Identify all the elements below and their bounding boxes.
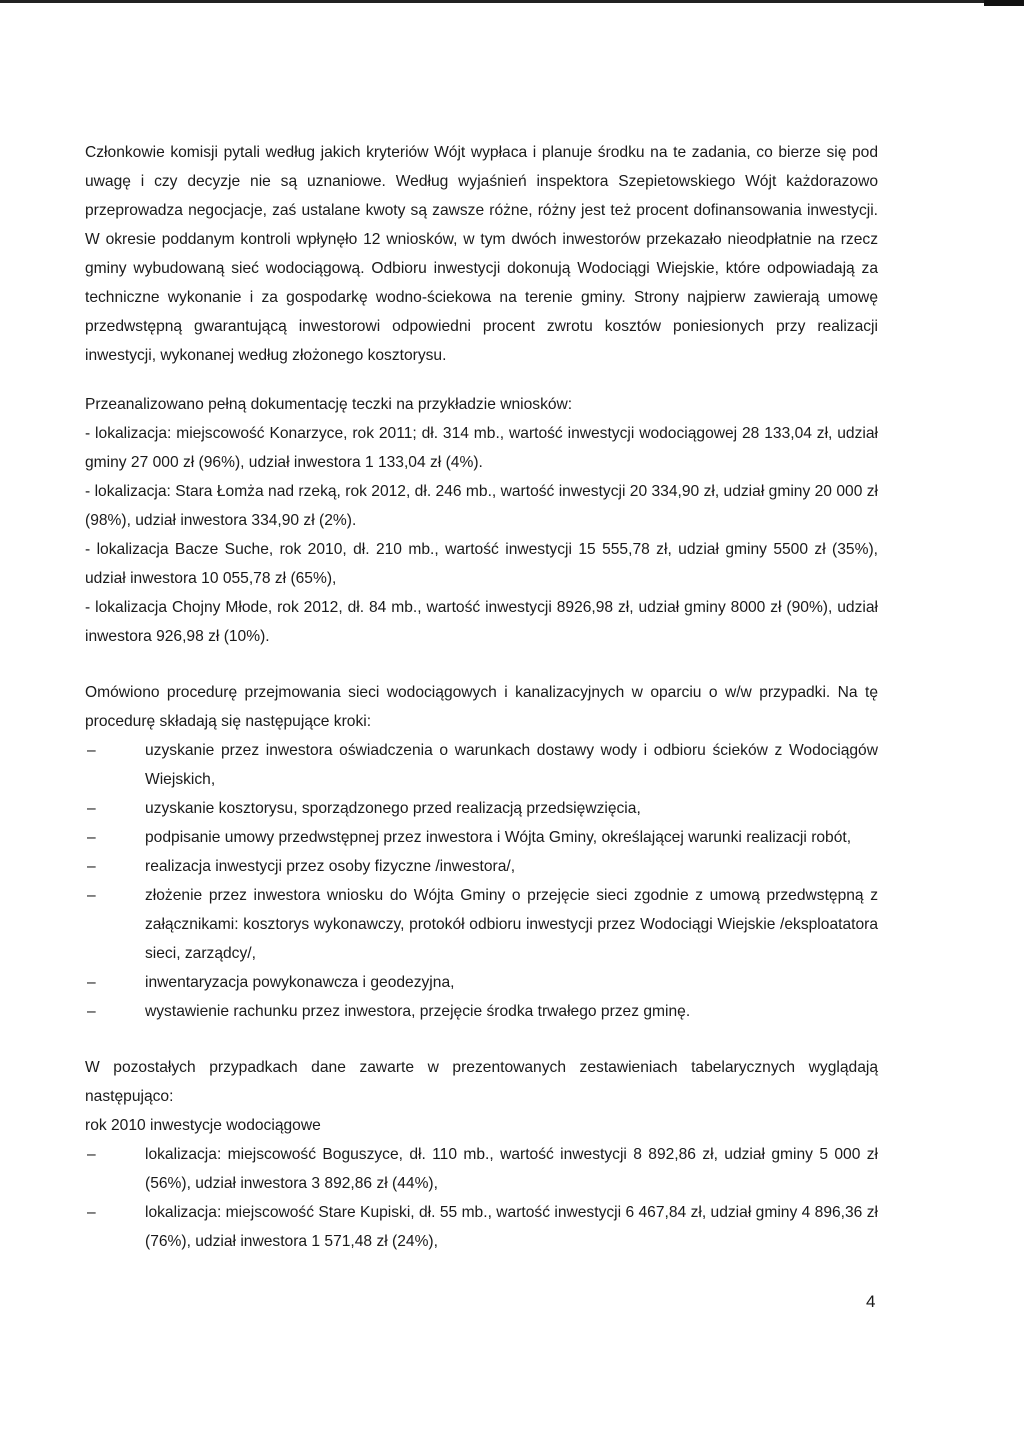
analysis-item-stara-lomza: - lokalizacja: Stara Łomża nad rzeką, rok 2012, dł. 246 mb., wartość inwestycji 20 334,90 zł, udział gminy 20 000 zł (98%), udział inwestora 334,90 zł (2%).	[85, 483, 878, 529]
paragraph-commission-questions: Członkowie komisji pytali według jakich kryteriów Wójt wypłaca i planuje środku na te zadania, co bierze się pod uwagę i czy decyzje nie są uznaniowe. Według wyjaśnień inspektora Szepietowskiego Wójt każdorazowo przeprowadza negocjacje, zaś ustalane kwoty są zawsze różne, różny jest też procent dofinansowania inwestycji. W okresie poddanym kontroli wpłynęło 12 wniosków, w tym dwóch inwestorów przekazało nieodpłatnie na rzecz gminy wybudowaną sieć wodociągową. Odbioru inwestycji dokonują Wodociągi Wiejskie, które odpowiadają za techniczne wykonanie i za gospodarkę wodno-ściekowa na terenie gminy. Strony najpierw zawierają umowę przedwstępną gwarantującą inwestorowi odpowiedni procent zwrotu kosztów poniesionych przy realizacji inwestycji, wykonanej według złożonego kosztorysu.	[85, 144, 878, 364]
procedure-steps-list	[85, 736, 878, 1026]
procedure-step: – podpisanie umowy przedwstępnej przez inwestora i Wójta Gminy, określającej warunki realizacji robót,	[85, 823, 878, 852]
page-number: 4	[866, 1292, 876, 1311]
procedure-step: – uzyskanie przez inwestora oświadczenia o warunkach dostawy wody i odbioru ścieków z Wodociągów Wiejskich,	[85, 736, 878, 794]
analysis-item-chojny-mlode: - lokalizacja Chojny Młode, rok 2012, dł. 84 mb., wartość inwestycji 8926,98 zł, udział gminy 8000 zł (90%), udział inwestora 926,98 zł (10%).	[85, 599, 878, 645]
analysis-item-bacze-suche: - lokalizacja Bacze Suche, rok 2010, dł. 210 mb., wartość inwestycji 15 555,78 zł, udział gminy 5500 zł (35%), udział inwestora 10 055,78 zł (65%),	[85, 541, 878, 587]
procedure-step: – inwentaryzacja powykonawcza i geodezyjna,	[85, 968, 878, 997]
procedure-step: – realizacja inwestycji przez osoby fizyczne /inwestora/,	[85, 852, 878, 881]
other-cases-list	[85, 1140, 878, 1256]
procedure-step: – złożenie przez inwestora wniosku do Wójta Gminy o przejęcie sieci zgodnie z umową przedwstępną z załącznikami: kosztorys wykonawczy, protokół odbioru inwestycji przez Wodociągi Wiejskie /eksploatatora sieci, zarządcy/,	[85, 881, 878, 968]
case-item-boguszyce: – lokalizacja: miejscowość Boguszyce, dł. 110 mb., wartość inwestycji 8 892,86 zł, udział gminy 5 000 zł (56%), udział inwestora 3 892,86 zł (44%),	[85, 1140, 878, 1198]
document-body	[85, 138, 878, 1256]
analysis-item-konarzyce: - lokalizacja: miejscowość Konarzyce, rok 2011; dł. 314 mb., wartość inwestycji wodociągowej 28 133,04 zł, udział gminy 27 000 zł (96%), udział inwestora 1 133,04 zł (4%).	[85, 425, 878, 471]
year-heading: rok 2010 inwestycje wodociągowe	[85, 1117, 321, 1134]
procedure-step: – wystawienie rachunku przez inwestora, przejęcie środka trwałego przez gminę.	[85, 997, 878, 1026]
page-corner-mark	[984, 0, 1024, 6]
page-top-edge	[0, 0, 1024, 3]
case-item-stare-kupiski: – lokalizacja: miejscowość Stare Kupiski, dł. 55 mb., wartość inwestycji 6 467,84 zł, udział gminy 4 896,36 zł (76%), udział inwestora 1 571,48 zł (24%),	[85, 1198, 878, 1256]
procedure-section	[85, 678, 878, 1026]
procedure-step: – uzyskanie kosztorysu, sporządzonego przed realizacją przedsięwzięcia,	[85, 794, 878, 823]
other-cases-section	[85, 1053, 878, 1256]
analysis-section	[85, 390, 878, 651]
other-cases-intro: W pozostałych przypadkach dane zawarte w prezentowanych zestawieniach tabelarycznych wyglądają następująco:	[85, 1059, 878, 1105]
analysis-intro: Przeanalizowano pełną dokumentację teczki na przykładzie wniosków:	[85, 396, 573, 413]
procedure-intro: Omówiono procedurę przejmowania sieci wodociągowych i kanalizacyjnych w oparciu o w/w przypadki. Na tę procedurę składają się następujące kroki:	[85, 684, 878, 730]
